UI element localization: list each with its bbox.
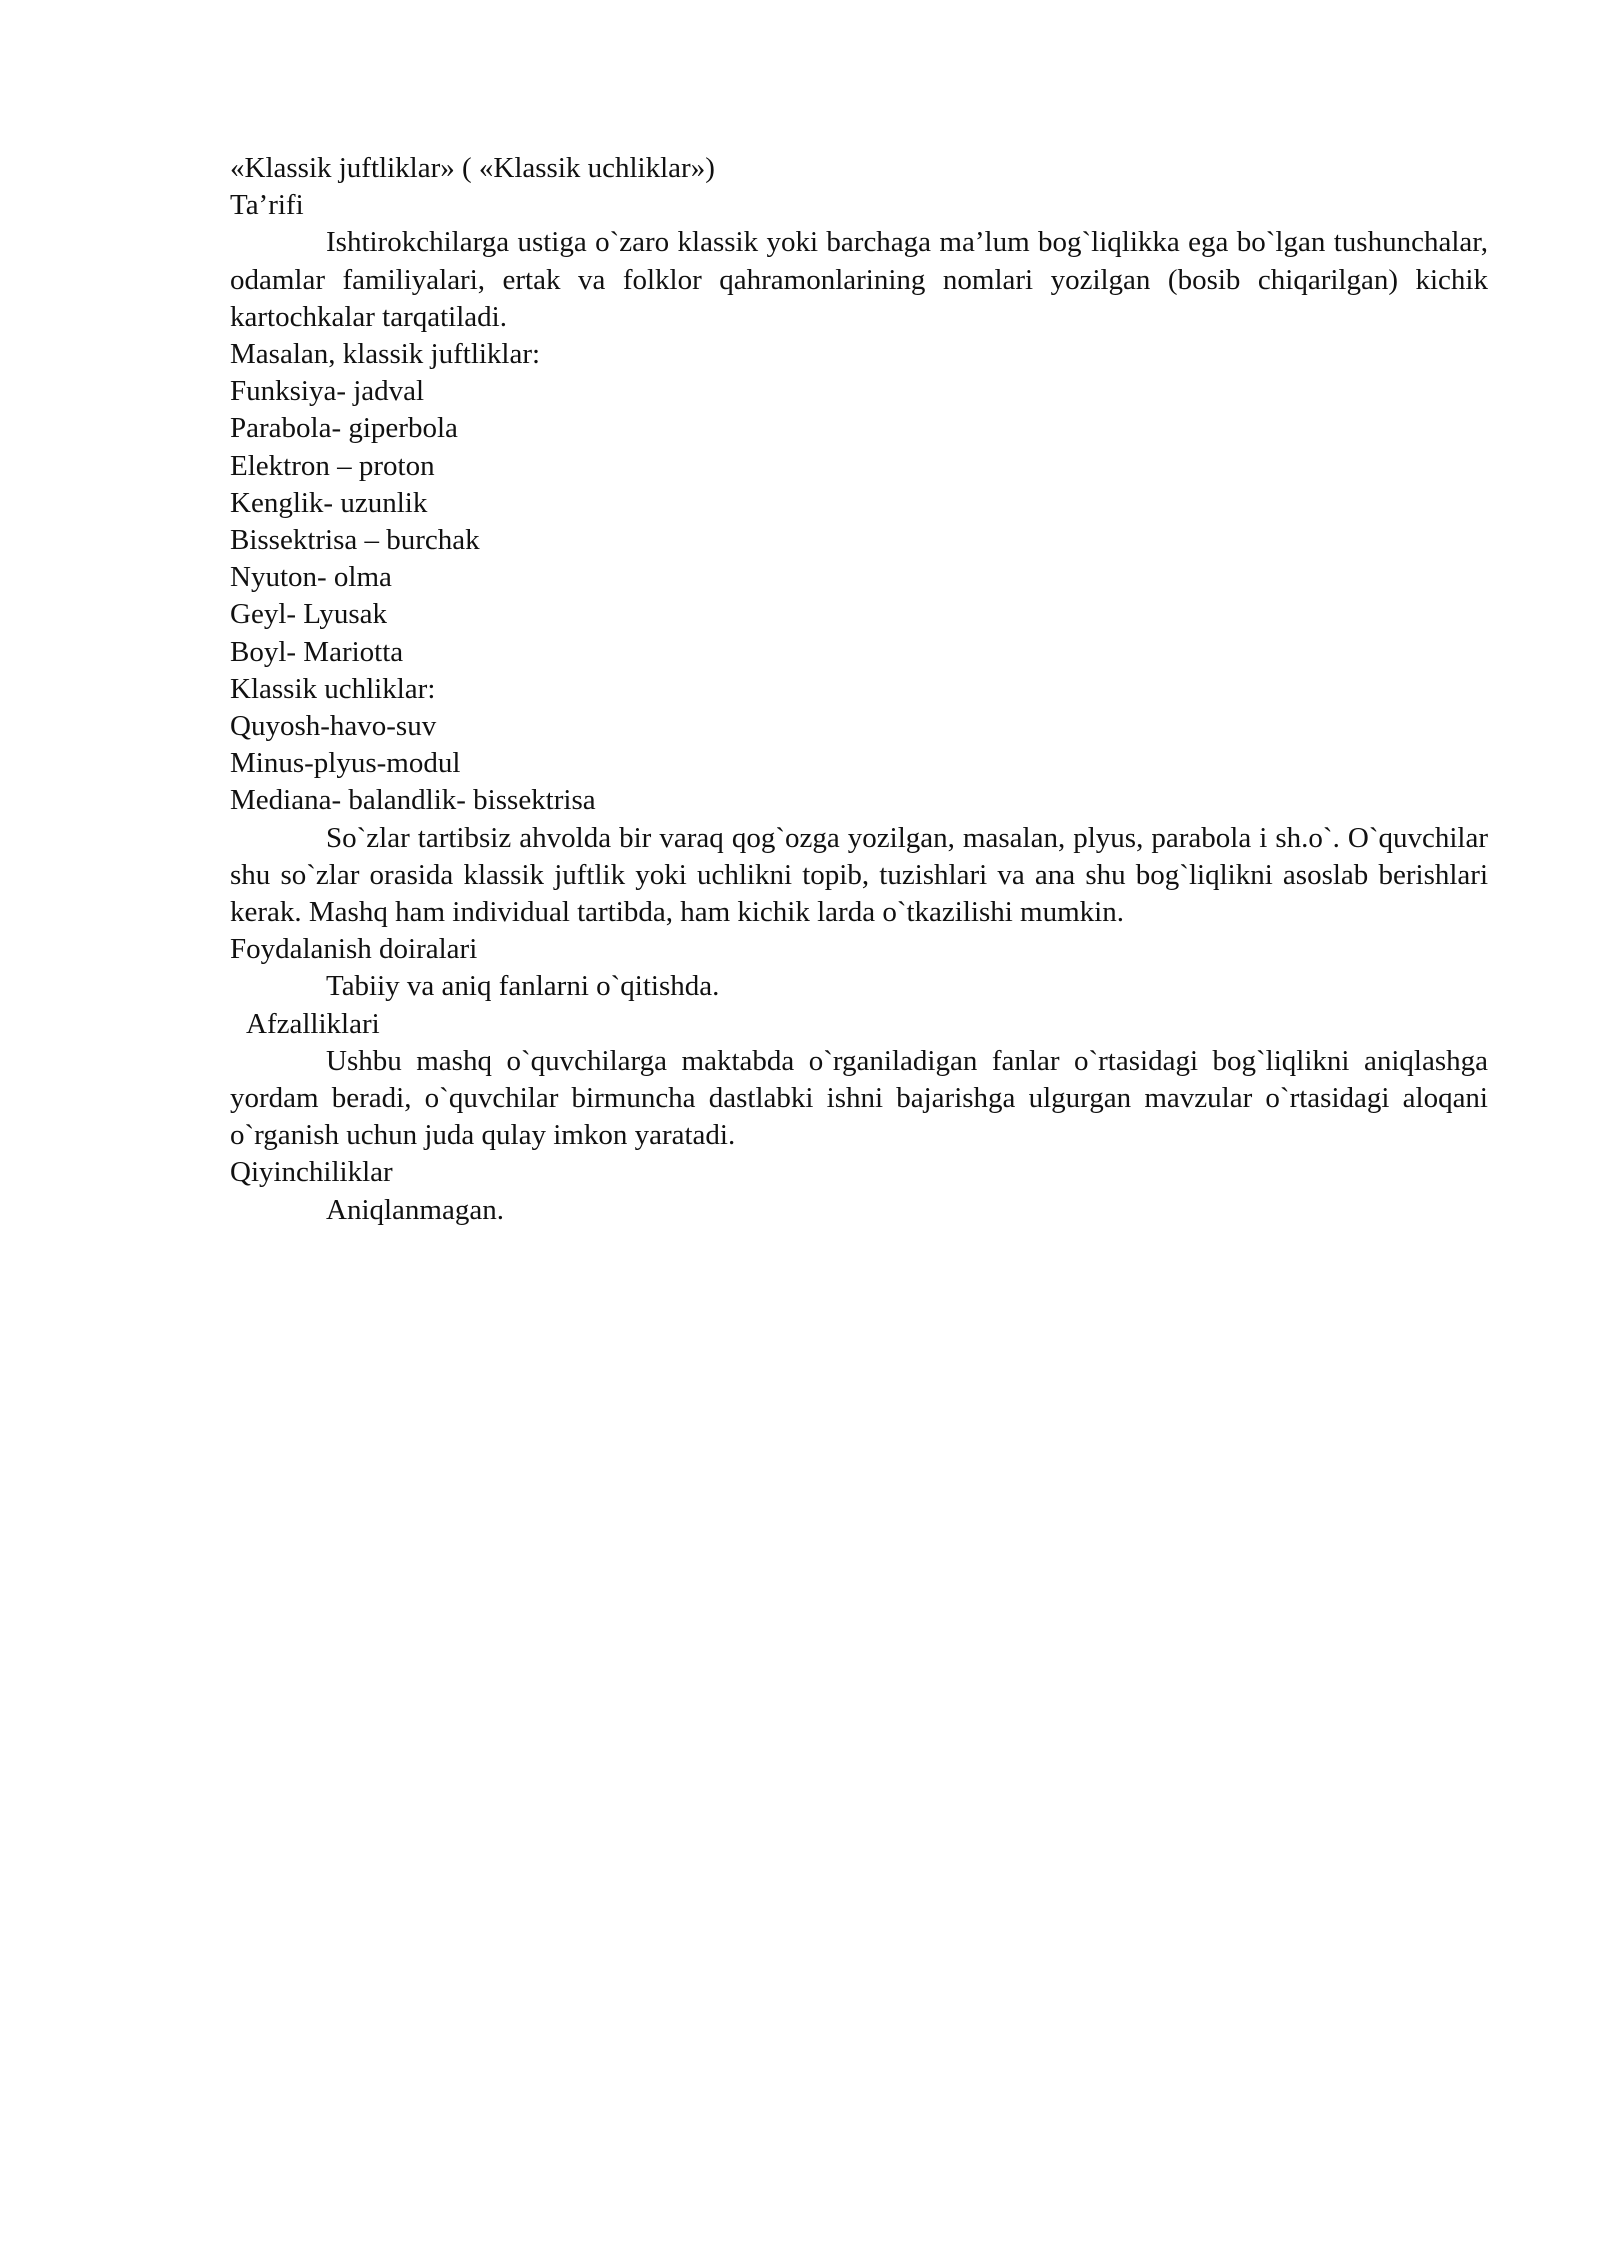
pair-item: Parabola- giperbola bbox=[230, 412, 458, 445]
triple-item: Mediana- balandlik- bissektrisa bbox=[230, 784, 596, 817]
pair-item: Boyl- Mariotta bbox=[230, 635, 404, 668]
usage-paragraph: Tabiiy va aniq fanlarni o`qitishda. bbox=[326, 970, 720, 1003]
advantages-heading: Afzalliklari bbox=[246, 1007, 380, 1040]
pair-item: Kenglik- uzunlik bbox=[230, 486, 428, 519]
triples-intro: Klassik uchliklar: bbox=[230, 672, 436, 705]
pair-item: Funksiya- jadval bbox=[230, 375, 425, 408]
difficulties-paragraph: Aniqlanmagan. bbox=[326, 1193, 504, 1226]
pair-item: Bissektrisa – burchak bbox=[230, 524, 480, 557]
exercise-paragraph: So`zlar tartibsiz ahvolda bir varaq qog`ozga yozilgan, masalan, plyus, parabola i sh.o`. O`quvchilar shu so`zlar orasida klassik juftlik yoki uchlikni topib, tuzishlari va ana shu bog`liqlikni asoslab berishlari kerak. Mashq ham individual tartibda, ham kichik larda o`tkazilishi mumkin. bbox=[230, 821, 1488, 929]
definition-heading: Ta’rifi bbox=[230, 189, 304, 222]
triple-item: Quyosh-havo-suv bbox=[230, 710, 437, 743]
document-title: «Klassik juftliklar» ( «Klassik uchliklar») bbox=[230, 152, 715, 184]
pair-item: Geyl- Lyusak bbox=[230, 598, 388, 631]
document-page bbox=[230, 150, 1488, 1229]
pair-item: Elektron – proton bbox=[230, 449, 435, 482]
difficulties-heading: Qiyinchiliklar bbox=[230, 1156, 393, 1189]
triple-item: Minus-plyus-modul bbox=[230, 747, 461, 780]
definition-paragraph: Ishtirokchilarga ustiga o`zaro klassik yoki barchaga ma’lum bog`liqlikka ega bo`lgan tushunchalar, odamlar familiyalari, ertak va folklor qahramonlarining nomlari yozilgan (bosib chiqarilgan) kichik kartochkalar tarqatiladi. bbox=[230, 226, 1488, 333]
usage-heading: Foydalanish doiralari bbox=[230, 933, 478, 966]
advantages-paragraph: Ushbu mashq o`quvchilarga maktabda o`rganiladigan fanlar o`rtasidagi bog`liqlikni aniqlashga yordam beradi, o`quvchilar birmuncha dastlabki ishni bajarishga ulgurgan mavzular o`rtasidagi aloqani o`rganish uchun juda qulay imkon yaratadi. bbox=[230, 1044, 1488, 1152]
pair-item: Nyuton- olma bbox=[230, 561, 392, 594]
pairs-intro: Masalan, klassik juftliklar: bbox=[230, 338, 541, 371]
